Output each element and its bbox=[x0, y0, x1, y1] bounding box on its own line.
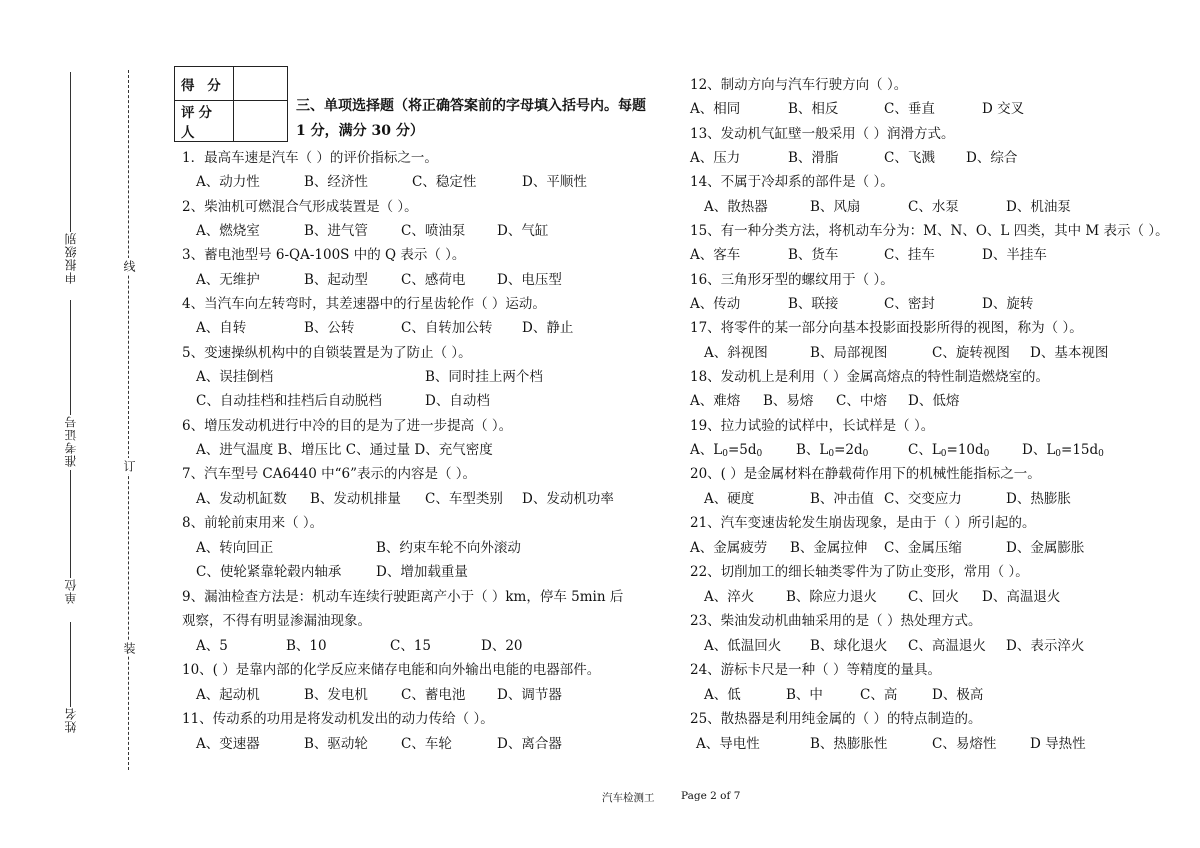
option: D、综合 bbox=[966, 150, 1018, 166]
option: A、低 bbox=[704, 687, 741, 703]
option: A、导电性 bbox=[696, 736, 760, 752]
grader-field[interactable] bbox=[234, 101, 288, 142]
cut-mark-bind: 订 bbox=[122, 460, 136, 472]
question-stem: 2、柴油机可燃混合气形成装置是（ ）。 bbox=[182, 199, 418, 215]
option: B、货车 bbox=[788, 247, 839, 263]
question-stem: 24、游标卡尺是一种（ ）等精度的量具。 bbox=[690, 662, 941, 678]
option: C、旋转视图 bbox=[932, 345, 1010, 361]
option: A、动力性 bbox=[196, 174, 260, 190]
margin-label-level: 申报级别 bbox=[64, 232, 78, 284]
option: C、金属压缩 bbox=[884, 540, 962, 556]
question-stem: 14、不属于冷却系的部件是（ ）。 bbox=[690, 174, 894, 190]
option: A、$L_0=5d_0$ bbox=[690, 442, 763, 459]
option: D、自动档 bbox=[425, 393, 490, 409]
option: B、发电机 bbox=[304, 687, 368, 703]
question-stem: 21、汽车变速齿轮发生崩齿现象，是由于（ ）所引起的。 bbox=[690, 515, 1036, 531]
option: A、淬火 bbox=[704, 589, 755, 605]
option: B、中 bbox=[786, 687, 823, 703]
option: A、硬度 bbox=[704, 491, 755, 507]
option: B、公转 bbox=[304, 320, 355, 336]
question-stem: 3、蓄电池型号 6-QA-100S 中的 Q 表示（ ）。 bbox=[182, 247, 466, 263]
option: C、水泵 bbox=[908, 199, 959, 215]
option: A、金属疲劳 bbox=[690, 540, 768, 556]
margin-fill-line bbox=[70, 72, 71, 232]
option: A、起动机 bbox=[196, 687, 260, 703]
question-stem: 15、有一种分类方法，将机动车分为：M、N、O、L 四类，其中 M 表示（ ）。 bbox=[690, 223, 1169, 239]
question-stem: 13、发动机气缸壁一般采用（ ）润滑方式。 bbox=[690, 126, 955, 142]
option: C、高 bbox=[860, 687, 898, 703]
option: D、发动机功率 bbox=[522, 491, 614, 507]
option: C、15 bbox=[390, 638, 432, 654]
option: C、感荷电 bbox=[401, 272, 466, 288]
option: D、平顺性 bbox=[522, 174, 587, 190]
option: C、蓄电池 bbox=[401, 687, 466, 703]
option: D、增加载重量 bbox=[376, 564, 468, 580]
option: D、气缸 bbox=[497, 223, 549, 239]
score-label: 得 分 bbox=[175, 67, 234, 101]
question-stem: 4、当汽车向左转弯时，其差速器中的行星齿轮作（ ）运动。 bbox=[182, 296, 546, 312]
margin-label-unit: 单位 bbox=[64, 578, 78, 604]
option: C、垂直 bbox=[884, 101, 935, 117]
option: D、20 bbox=[481, 638, 523, 654]
option: D、热膨胀 bbox=[1006, 491, 1071, 507]
option: A、客车 bbox=[690, 247, 741, 263]
option: D、基本视图 bbox=[1030, 345, 1109, 361]
option: A、相同 bbox=[690, 101, 741, 117]
question-stem: 19、拉力试验的试样中，长试样是（ ）。 bbox=[690, 418, 935, 434]
option: C、高温退火 bbox=[908, 638, 986, 654]
section-title bbox=[296, 94, 656, 144]
option: B、驱动轮 bbox=[304, 736, 368, 752]
option: B、进气管 bbox=[304, 223, 368, 239]
option: B、滑脂 bbox=[788, 150, 839, 166]
option: D 导热性 bbox=[1030, 736, 1086, 752]
margin-fill-line bbox=[70, 300, 71, 415]
option: C、密封 bbox=[884, 296, 935, 312]
option: C、车轮 bbox=[401, 736, 452, 752]
grader-label: 评分人 bbox=[175, 101, 234, 142]
option: C、稳定性 bbox=[412, 174, 477, 190]
option: A、燃烧室 bbox=[196, 223, 260, 239]
option: B、热膨胀性 bbox=[810, 736, 888, 752]
option: C、挂车 bbox=[884, 247, 935, 263]
option: A、斜视图 bbox=[704, 345, 768, 361]
option: A、难熔 bbox=[690, 393, 741, 409]
margin-label-name: 姓名 bbox=[64, 707, 78, 733]
option: C、车型类别 bbox=[425, 491, 503, 507]
option: A、低温回火 bbox=[704, 638, 782, 654]
question-stem: 10、( ）是靠内部的化学反应来储存电能和向外输出电能的电器部件。 bbox=[182, 662, 601, 678]
question-stem: 16、三角形牙型的螺纹用于（ ）。 bbox=[690, 272, 894, 288]
option: D、低熔 bbox=[908, 393, 960, 409]
question-stem: 9、漏油检查方法是：机动车连续行驶距离产小于（ ）km，停车 5min 后 bbox=[182, 589, 624, 605]
option: A、传动 bbox=[690, 296, 741, 312]
option: D、高温退火 bbox=[982, 589, 1061, 605]
margin-label-exam-id: 准考证号 bbox=[64, 415, 78, 467]
option: B、约束车轮不向外滚动 bbox=[376, 540, 521, 556]
option: B、10 bbox=[286, 638, 327, 654]
option: A、进气温度 B、增压比 C、通过量 D、充气密度 bbox=[196, 442, 493, 458]
option: C、自动挂档和挂档后自动脱档 bbox=[196, 393, 382, 409]
option: C、易熔性 bbox=[932, 736, 997, 752]
option: D、极高 bbox=[932, 687, 984, 703]
option: B、发动机排量 bbox=[310, 491, 401, 507]
option: B、同时挂上两个档 bbox=[425, 369, 543, 385]
option: C、飞溅 bbox=[884, 150, 935, 166]
option: D、静止 bbox=[522, 320, 574, 336]
question-stem: 8、前轮前束用来（ ）。 bbox=[182, 515, 324, 531]
cut-mark-line: 线 bbox=[122, 260, 136, 272]
option: D、金属膨胀 bbox=[1006, 540, 1085, 556]
binding-margin bbox=[0, 0, 165, 848]
margin-fill-line bbox=[70, 470, 71, 578]
option: A、散热器 bbox=[704, 199, 768, 215]
section-title-line1: 三、单项选择题（将正确答案前的字母填入括号内。每题 bbox=[296, 98, 646, 114]
question-stem: 12、制动方向与汽车行驶方向（ ）。 bbox=[690, 77, 908, 93]
option: A、5 bbox=[196, 638, 228, 654]
option: C、自转加公转 bbox=[401, 320, 493, 336]
option: C、使轮紧靠轮毂内轴承 bbox=[196, 564, 342, 580]
option: B、风扇 bbox=[810, 199, 861, 215]
question-stem: 20、( ）是金属材料在静载荷作用下的机械性能指标之一。 bbox=[690, 466, 1041, 482]
option: A、发动机缸数 bbox=[196, 491, 287, 507]
question-stem: 18、发动机上是利用（ ）金属高熔点的特性制造燃烧室的。 bbox=[690, 369, 1049, 385]
option: B、联接 bbox=[788, 296, 839, 312]
option: A、压力 bbox=[690, 150, 741, 166]
option: C、$L_0=10d_0$ bbox=[908, 442, 990, 459]
question-stem: 22、切削加工的细长轴类零件为了防止变形，常用（ ）。 bbox=[690, 564, 1029, 580]
option: D、半挂车 bbox=[982, 247, 1047, 263]
section-title-line2: 1 分，满分 30 分） bbox=[296, 123, 424, 139]
option: A、自转 bbox=[196, 320, 247, 336]
option: D、旋转 bbox=[982, 296, 1034, 312]
option: B、易熔 bbox=[763, 393, 814, 409]
option: D 交叉 bbox=[982, 101, 1025, 117]
option: A、变速器 bbox=[196, 736, 260, 752]
option: A、转向回正 bbox=[196, 540, 274, 556]
question-stem: 11、传动系的功用是将发动机发出的动力传给（ ）。 bbox=[182, 711, 494, 727]
cut-line bbox=[128, 70, 129, 770]
option: D、机油泵 bbox=[1006, 199, 1071, 215]
option: B、相反 bbox=[788, 101, 839, 117]
option: D、调节器 bbox=[497, 687, 562, 703]
question-stem: 7、汽车型号 CA6440 中“6”表示的内容是（ ）。 bbox=[182, 466, 477, 482]
cut-mark-pack: 装 bbox=[122, 642, 136, 654]
question-stem: 23、柴油发动机曲轴采用的是（ ）热处理方式。 bbox=[690, 613, 982, 629]
option: C、中熔 bbox=[836, 393, 887, 409]
score-field[interactable] bbox=[234, 67, 288, 101]
option: C、回火 bbox=[908, 589, 959, 605]
option: B、局部视图 bbox=[810, 345, 888, 361]
option: B、球化退火 bbox=[810, 638, 888, 654]
question-stem: 6、增压发动机进行中冷的目的是为了进一步提高（ ）。 bbox=[182, 418, 513, 434]
option: D、$L_0=15d_0$ bbox=[1022, 442, 1104, 459]
score-box bbox=[174, 66, 288, 142]
margin-fill-line bbox=[70, 622, 71, 707]
option: B、经济性 bbox=[304, 174, 368, 190]
question-stem: 5、变速操纵机构中的自锁装置是为了防止（ ）。 bbox=[182, 345, 472, 361]
footer-title: 汽车检测工 bbox=[602, 792, 655, 804]
option: D、离合器 bbox=[497, 736, 562, 752]
question-stem: 1．最高车速是汽车（ ）的评价指标之一。 bbox=[182, 150, 438, 166]
option: D、电压型 bbox=[497, 272, 562, 288]
option: B、金属拉伸 bbox=[790, 540, 868, 556]
question-stem: 17、将零件的某一部分向基本投影面投影所得的视图，称为（ ）。 bbox=[690, 320, 1083, 336]
option: D、表示淬火 bbox=[1006, 638, 1085, 654]
option: B、冲击值 bbox=[810, 491, 874, 507]
option: A、误挂倒档 bbox=[196, 369, 274, 385]
page-number: Page 2 of 7 bbox=[681, 790, 741, 802]
question-stem-continued: 观察，不得有明显渗漏油现象。 bbox=[182, 613, 371, 629]
option: B、$L_0=2d_0$ bbox=[796, 442, 869, 459]
option: C、喷油泵 bbox=[401, 223, 466, 239]
option: C、交变应力 bbox=[884, 491, 962, 507]
question-stem: 25、散热器是利用纯金属的（ ）的特点制造的。 bbox=[690, 711, 982, 727]
option: B、除应力退火 bbox=[786, 589, 877, 605]
option: A、无维护 bbox=[196, 272, 260, 288]
option: B、起动型 bbox=[304, 272, 368, 288]
